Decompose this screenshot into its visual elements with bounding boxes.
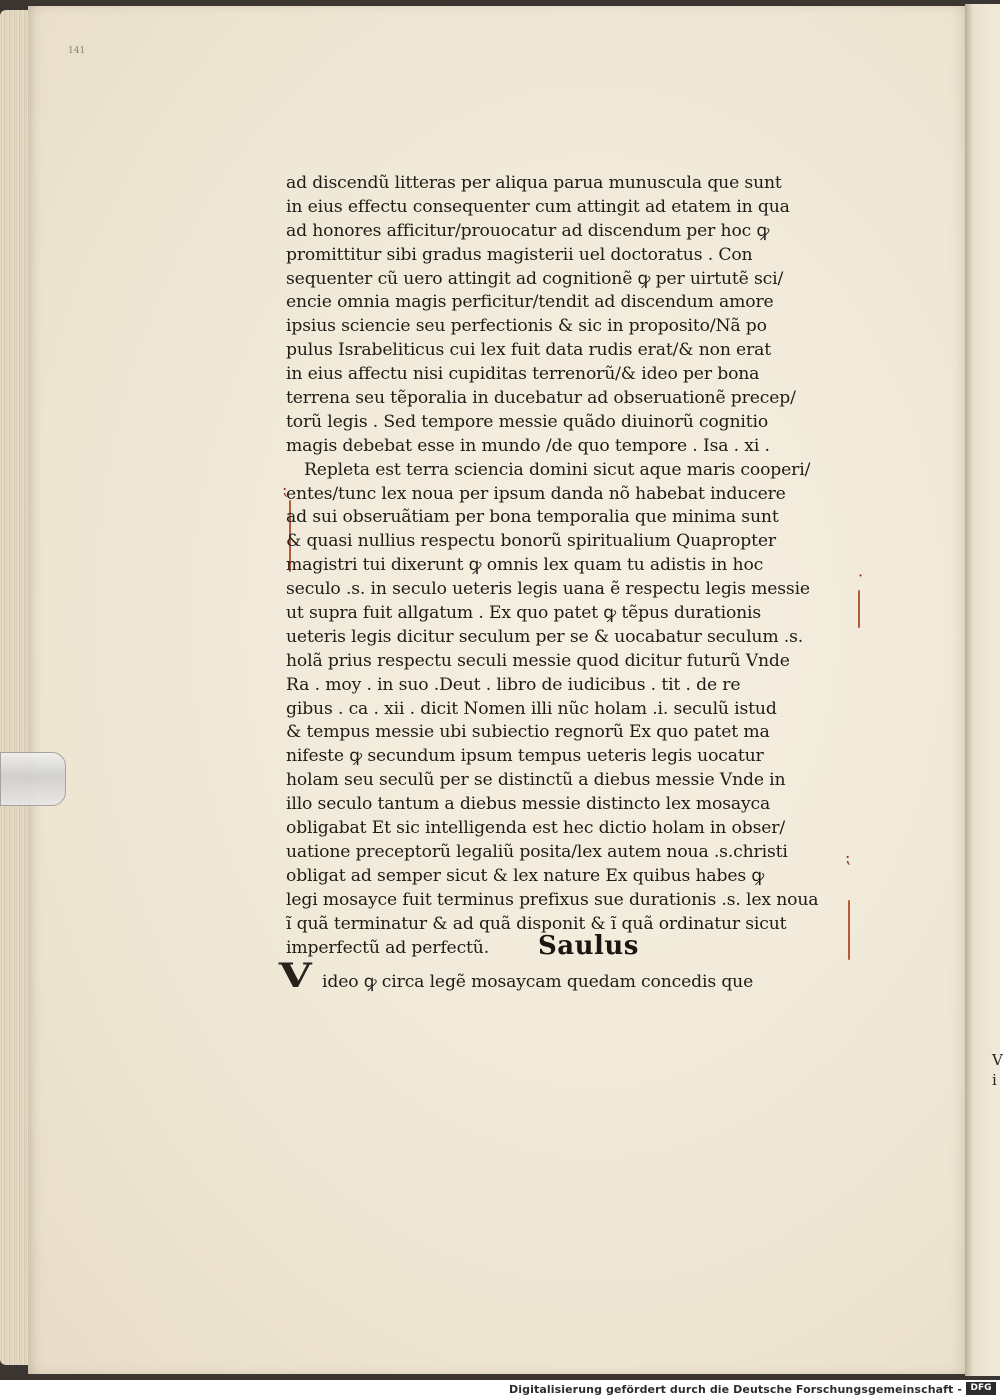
facing-page-letters [992,1050,1003,1090]
text-line: obligabat Et sic intelligenda est hec dictio holam in obser/ [286,818,785,839]
text-line: & tempus messie ubi subiectio regnorũ Ex quo patet ma [286,722,770,743]
dfg-logo: DFG [966,1382,996,1395]
text-line: holam seu seculũ per se distinctũ a diebus messie Vnde in [286,770,786,791]
speaker-heading: Saulus [538,930,639,961]
text-line: gibus . ca . xii . dicit Nomen illi nũc holam .i. seculũ istud [286,698,777,719]
text-line: promittitur sibi gradus magisterii uel doctoratus . Con [286,244,753,265]
text-line: obligat ad semper sicut & lex nature Ex quibus habes ꝙ [286,865,765,886]
text-line: entes/tunc lex noua per ipsum danda nõ habebat inducere [286,483,786,504]
text-line: in eius affectu nisi cupiditas terrenorũ/& ideo per bona [286,364,760,385]
rubric-mark: ⁏ [282,480,288,499]
text-line: encie omnia magis perficitur/tendit ad discendum amore [286,292,774,313]
text-line: holã prius respectu seculi messie quod dicitur futurũ Vnde [286,650,790,671]
text-line: in eius effectu consequenter cum attingit ad etatem in qua [286,196,790,217]
text-line: ad discendũ litteras per aliqua parua munuscula que sunt [286,173,782,193]
closing-line [286,930,871,969]
text-line: & quasi nullius respectu bonorũ spiritualium Quapropter [286,531,776,552]
text-line: legi mosayce fuit terminus prefixus sue durationis .s. lex noua [286,889,819,910]
text-line: torũ legis . Sed tempore messie quãdo diuinorũ cognitio [286,411,769,432]
text-line: ad sui obseruãtiam per bona temporalia que minima sunt [286,507,779,528]
footer-bar [0,1380,1000,1399]
text-line: Repleta est terra sciencia domini sicut aque maris cooperi/ [304,459,811,480]
paragraph-text: ideo ꝙ circa legẽ mosaycam quedam concedis que [322,971,754,992]
text-line: ipsius sciencie seu perfectionis & sic in proposito/Nã po [286,316,767,337]
facing-letter: V [992,1051,1003,1069]
text-line: ueteris legis dicitur seculum per se & uocabatur seculum .s. [286,626,804,647]
main-text-block [278,172,871,1001]
funding-notice [509,1383,962,1396]
closing-text: imperfectũ ad perfectũ. [286,937,490,958]
text-line: pulus Israbeliticus cui lex fuit data rudis erat/& non erat [286,340,771,361]
text-line: ad honores afficitur/prouocatur ad discendum per hoc ꝙ [286,220,770,241]
text-line: ĩ quã terminatur & ad quã disponit & ĩ quã ordinatur sicut [286,913,787,934]
rubric-mark: ⁏ [845,848,851,867]
marginal-page-number: 141 [68,46,86,56]
text-line: Ra . moy . in suo .Deut . libro de iudicibus . tit . de re [286,674,741,695]
text-line: terrena seu tẽporalia in ducebatur ad obseruationẽ precep/ [286,388,796,409]
text-line: sequenter cũ uero attingit ad cognitionẽ ꝙ per uirtutẽ sci/ [286,268,784,289]
facing-page-edge [965,4,1003,1376]
text-line: ut supra fuit allgatum . Ex quo patet ꝙ tẽpus durationis [286,603,762,624]
funding-notice-text: Digitalisierung gefördert durch die Deutsche Forschungsgemeinschaft [509,1383,954,1396]
text-line: uatione preceptorũ legaliũ posita/lex autem noua .s.christi [286,841,788,862]
text-line: magis debebat esse in mundo /de quo tempore . Isa . xi . [286,435,770,456]
book-clamp [0,752,66,806]
text-line: seculo .s. in seculo ueteris legis uana ẽ respectu legis messie [286,579,810,600]
text-line: magistri tui dixerunt ꝙ omnis lex quam tu adistis in hoc [286,555,764,576]
facing-letter: i [992,1071,997,1089]
text-line: illo seculo tantum a diebus messie distincto lex mosayca [286,794,771,815]
text-line: nifeste ꝙ secundum ipsum tempus ueteris legis uocatur [286,746,764,767]
rubric-mark: · [858,566,864,585]
new-paragraph-line [278,955,871,1001]
initial-letter: V [278,955,312,996]
funding-notice-bullet: - [957,1383,962,1396]
